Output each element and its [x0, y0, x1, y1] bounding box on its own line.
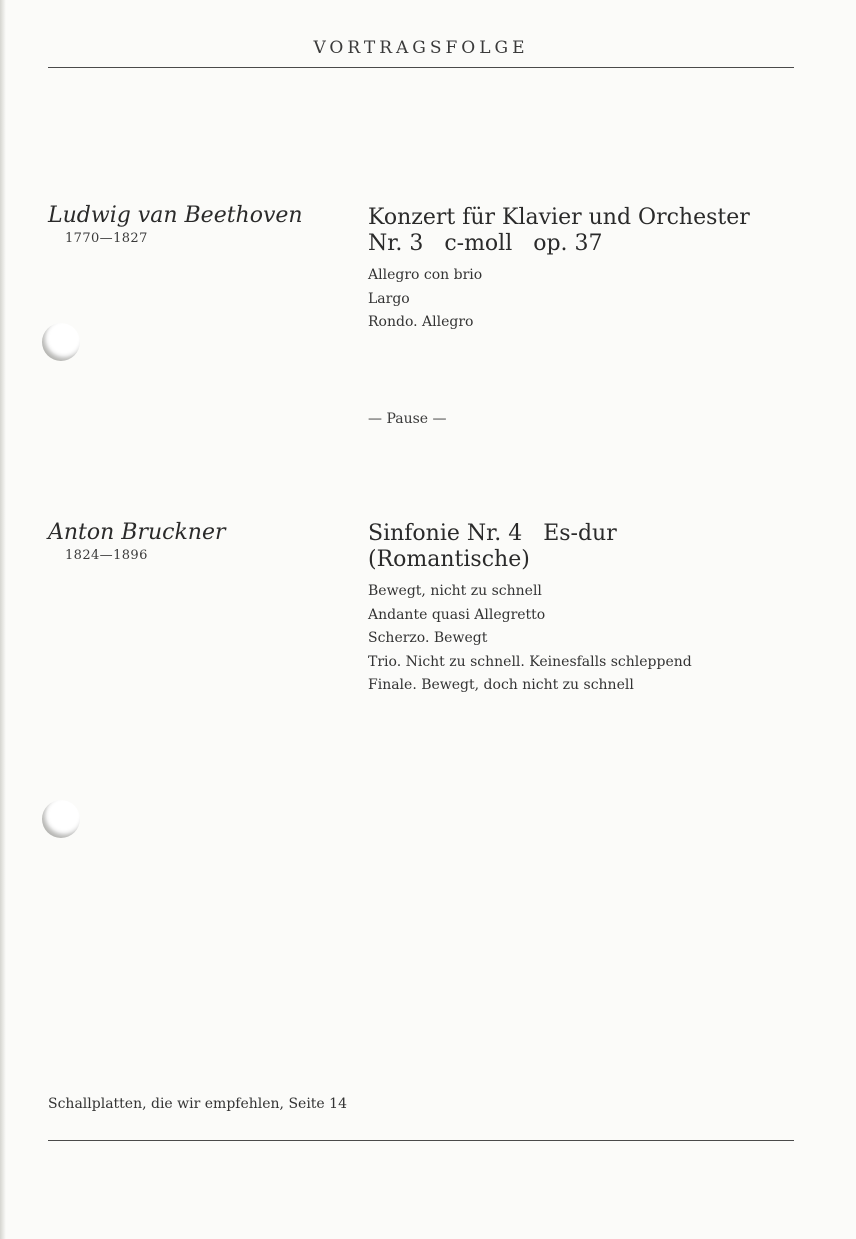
movement-item: Scherzo. Bewegt	[368, 630, 488, 646]
movement-item: Allegro con brio	[368, 267, 483, 283]
composer-name: Ludwig van Beethoven	[48, 203, 303, 228]
composer-dates: 1824—1896	[65, 548, 148, 563]
movement-item: Rondo. Allegro	[368, 314, 474, 330]
page-title: VORTRAGSFOLGE	[313, 38, 529, 58]
intermission-label: — Pause —	[368, 411, 447, 427]
work-title-line-2: Nr. 3 c-moll op. 37	[368, 231, 603, 256]
top-divider	[48, 67, 794, 68]
page-edge-shadow	[0, 0, 6, 1239]
punch-hole-icon	[42, 323, 80, 361]
composer-block-bruckner	[48, 520, 226, 563]
movement-item: Trio. Nicht zu schnell. Keinesfalls schleppend	[368, 653, 692, 670]
composer-dates: 1770—1827	[65, 231, 148, 246]
movement-item: Andante quasi Allegretto	[368, 606, 546, 623]
work-title-line-1: Sinfonie Nr. 4 Es-dur	[368, 521, 617, 546]
footer-note: Schallplatten, die wir empfehlen, Seite 14	[48, 1096, 347, 1112]
composer-block-beethoven	[48, 203, 303, 246]
punch-hole-icon	[42, 800, 80, 838]
movement-item: Finale. Bewegt, doch nicht zu schnell	[368, 677, 634, 693]
movement-item: Largo	[368, 290, 410, 307]
composer-name: Anton Bruckner	[48, 520, 226, 545]
work-block-bruckner	[368, 521, 808, 698]
movement-list	[368, 580, 808, 698]
work-block-beethoven	[368, 205, 808, 335]
work-title-line-1: Konzert für Klavier und Orchester	[368, 205, 750, 230]
work-title-line-2: (Romantische)	[368, 547, 530, 572]
movement-list	[368, 264, 808, 335]
bottom-divider	[48, 1140, 794, 1141]
movement-item: Bewegt, nicht zu schnell	[368, 583, 542, 599]
